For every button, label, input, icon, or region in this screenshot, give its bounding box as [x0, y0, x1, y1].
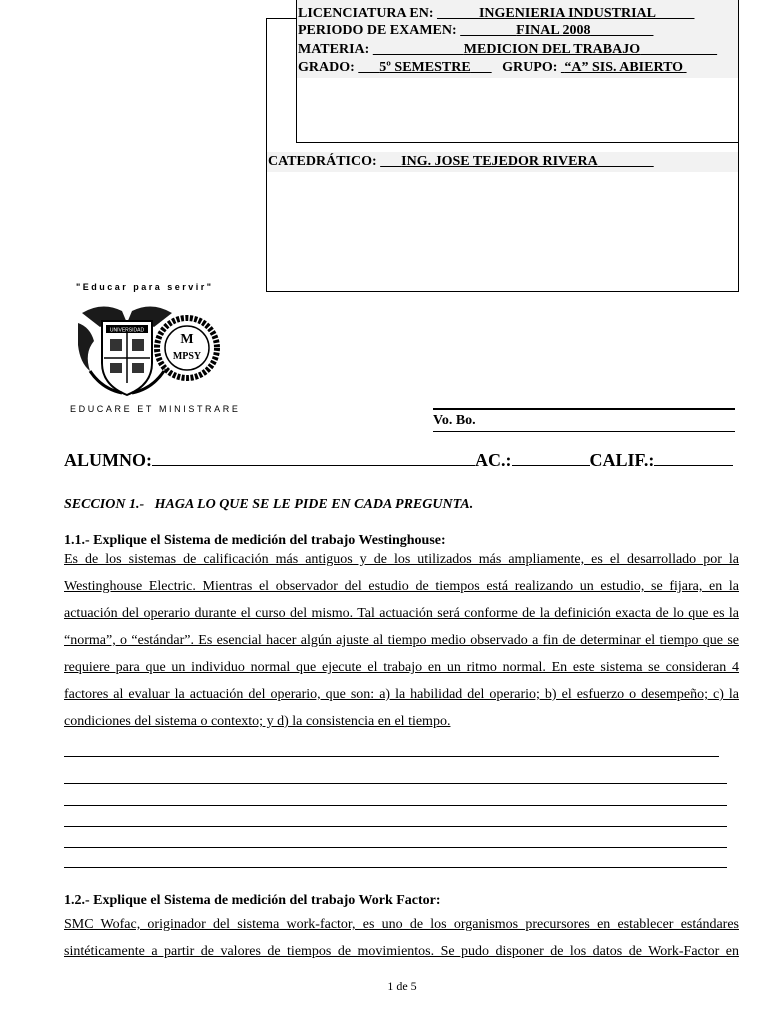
- grado-row: [298, 59, 687, 76]
- question-1-title: 1.1.- Explique el Sistema de medición del trabajo Westinghouse:: [64, 533, 446, 548]
- university-logo: [72, 293, 222, 401]
- section-title: SECCION 1.- HAGA LO QUE SE LE PIDE EN CADA PREGUNTA.: [64, 497, 474, 512]
- student-row: [64, 449, 733, 471]
- svg-text:UNIVERSIDAD: UNIVERSIDAD: [109, 327, 145, 334]
- question-1-answer: Es de los sistemas de calificación más antiguos y de los utilizados más ampliamente, es el desarrollado por la Westinghouse Electric. Mientras el observador del estudio de tiempos está realizando un estudio, se fijara, en la actuación del operario durante el curso del mismo. Tal actuación será conforme de la definición exacta de lo que es la “norma”, o “estándar”. Es esencial hacer algún ajuste al tiempo medio observado a fin de determinar el tiempo que se requiere para que un individuo normal que ejecute el trabajo en un ritmo normal. En este sistema se consideran 4 factores al evaluar la actuación del operario, que son: a) la habilidad del operario; b) el esfuerzo o desempeño; c) la condiciones del sistema o contexto; y d) la consistencia en el tiempo.: [64, 552, 739, 729]
- grupo-label: GRUPO:: [502, 60, 558, 75]
- calif-field[interactable]: [654, 449, 733, 466]
- svg-text:M: M: [180, 332, 194, 347]
- periodo-row: [298, 22, 653, 39]
- vobo-bottom-line: [433, 431, 735, 432]
- periodo-value: FINAL 2008: [516, 23, 591, 38]
- licenciatura-label: LICENCIATURA EN:: [298, 6, 434, 21]
- answer-line[interactable]: [64, 756, 719, 757]
- motto-top: "Educar para servir": [76, 282, 214, 292]
- answer-line[interactable]: [64, 805, 727, 806]
- question-2-title: 1.2.- Explique el Sistema de medición del trabajo Work Factor:: [64, 893, 441, 908]
- question-2-answer: SMC Wofac, originador del sistema work-factor, es uno de los organismos precursores en establecer estándares sintéticamente a partir de valores de tiempos de movimientos. Se pudo disponer de los datos de Work-Factor en: [64, 917, 739, 959]
- vobo-label: Vo. Bo.: [433, 413, 476, 428]
- calif-label: CALIF.:: [589, 450, 655, 470]
- grupo-value: “A” SIS. ABIERTO: [564, 60, 684, 75]
- answer-line[interactable]: [64, 826, 727, 827]
- materia-row: [298, 41, 717, 58]
- licenciatura-value: INGENIERIA INDUSTRIAL: [478, 6, 656, 21]
- catedratico-label: CATEDRÁTICO:: [268, 154, 377, 169]
- vobo-top-line: [433, 408, 735, 410]
- periodo-label: PERIODO DE EXAMEN:: [298, 23, 457, 38]
- licenciatura-row: [298, 5, 694, 22]
- motto-bottom: EDUCARE ET MINISTRARE: [70, 404, 241, 414]
- answer-line[interactable]: [64, 847, 727, 848]
- svg-text:MPSY: MPSY: [172, 351, 202, 362]
- answer-line[interactable]: [64, 783, 727, 784]
- catedratico-value: ING. JOSE TEJEDOR RIVERA: [401, 154, 598, 169]
- answer-line[interactable]: [64, 867, 727, 868]
- materia-value: MEDICION DEL TRABAJO: [463, 42, 641, 57]
- grado-value: 5º SEMESTRE: [379, 60, 471, 75]
- materia-label: MATERIA:: [298, 42, 370, 57]
- alumno-label: ALUMNO:: [64, 450, 152, 470]
- alumno-field[interactable]: [152, 449, 475, 466]
- catedratico-row: [268, 154, 654, 170]
- grado-label: GRADO:: [298, 60, 355, 75]
- ac-label: AC.:: [475, 450, 512, 470]
- monogram-seal-icon: [157, 318, 217, 378]
- page-number: 1 de 5: [387, 979, 417, 993]
- ac-field[interactable]: [512, 449, 590, 466]
